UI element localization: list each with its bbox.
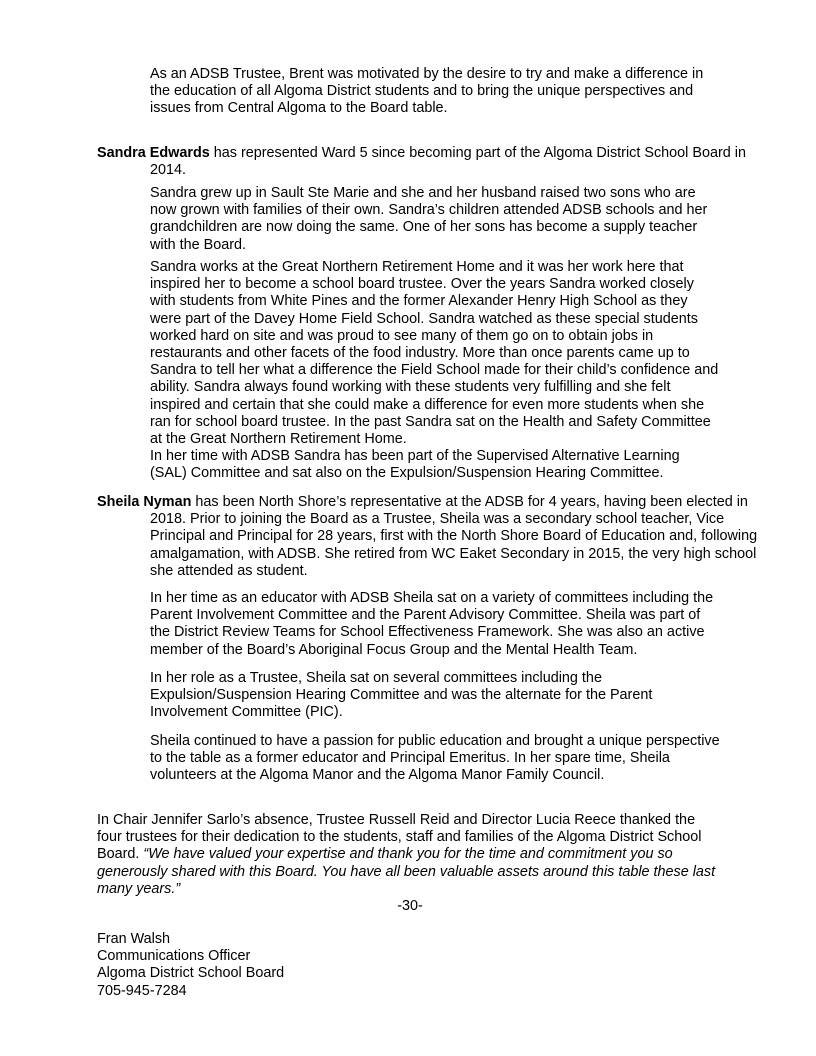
page-number: -30- — [397, 898, 423, 914]
closing-text: In Chair Jennifer Sarlo’s absence, Trustee Russell Reid and Director Lucia Reece thanked the four trustees for their dedication to the students, staff and families of the Algoma District School Board. — [97, 812, 702, 863]
sandra-paragraph-adsb: In her time with ADSB Sandra has been part of the Supervised Alternative Learning (SAL) Committee and sat also on the Expulsion/Suspension Hearing Committee. — [150, 448, 680, 482]
signature-name: Fran Walsh — [97, 931, 171, 947]
signature-block — [97, 931, 497, 1000]
sandra-paragraph-work: Sandra works at the Great Northern Retirement Home and it was her work here that inspired her to become a school board trustee. Over the years Sandra worked closely with students from White Pines and the former Alexander Henry High School as they were part of the Davey Home Field School. Sandra watched as these special students worked hard on site and was proud to see many of them go on to obtain jobs in restaurants and other facets of the food industry. More than once parents came up to Sandra to tell her what a difference the Field School made for their child’s confidence and ability. Sandra always found working with these students very fulfilling and she felt inspired and certain that she could make a difference for even more students when she ran for school board trustee. In the past Sandra sat on the Health and Safety Committee at the Great Northern Retirement Home. — [150, 259, 719, 448]
sheila-name: Sheila Nyman — [97, 494, 192, 510]
signature-title: Communications Officer — [97, 948, 251, 965]
signature-phone: 705-945-7284 — [97, 982, 187, 999]
sheila-bio-lead — [97, 494, 773, 580]
sandra-lead-text: has represented Ward 5 since becoming part of the Algoma District School Board in 2014. — [150, 145, 746, 179]
sheila-paragraph-trustee: In her role as a Trustee, Sheila sat on several committees including the Expulsion/Suspension Hearing Committee and was the alternate for the Parent Involvement Committee (PIC). — [150, 670, 653, 721]
sandra-name: Sandra Edwards — [97, 145, 210, 161]
sheila-lead-text: has been North Shore’s representative at the ADSB for 4 years, having been elected in 2018. Prior to joining the Board as a Trustee, Sheila was a secondary school teacher, Vice Principal and Principal for 28 years, first with the North Shore Board of Education and, following amalgamation, with ADSB. She retired from WC Eaket Secondary in 2015, the very high school she attended as student. — [150, 494, 758, 579]
sheila-paragraph-passion: Sheila continued to have a passion for public education and brought a unique perspective to the table as a former educator and Principal Emeritus. In her spare time, Sheila volunteers at the Algoma Manor and the Algoma Manor Family Council. — [150, 733, 720, 784]
brent-closing-paragraph: As an ADSB Trustee, Brent was motivated by the desire to try and make a difference in the education of all Algoma District students and to bring the unique perspectives and issues from Central Algoma to the Board table. — [150, 66, 704, 117]
sandra-bio-lead — [97, 145, 773, 179]
closing-quote: “We have valued your expertise and thank you for the time and commitment you so generously shared with this Board. You have all been valuable assets around this table these last many years.” — [97, 846, 716, 897]
closing-paragraph — [97, 812, 717, 898]
sandra-paragraph-family: Sandra grew up in Sault Ste Marie and she and her husband raised two sons who are now grown with families of their own. Sandra’s children attended ADSB schools and her grandchildren are now doing the same. One of her sons has become a supply teacher with the Board. — [150, 185, 708, 253]
signature-organization: Algoma District School Board — [97, 965, 285, 982]
sheila-paragraph-educator: In her time as an educator with ADSB Sheila sat on a variety of committees including the Parent Involvement Committee and the Parent Advisory Committee. Sheila was part of the District Review Teams for School Effectiveness Framework. She was also an active member of the Board’s Aboriginal Focus Group and the Mental Health Team. — [150, 590, 714, 658]
